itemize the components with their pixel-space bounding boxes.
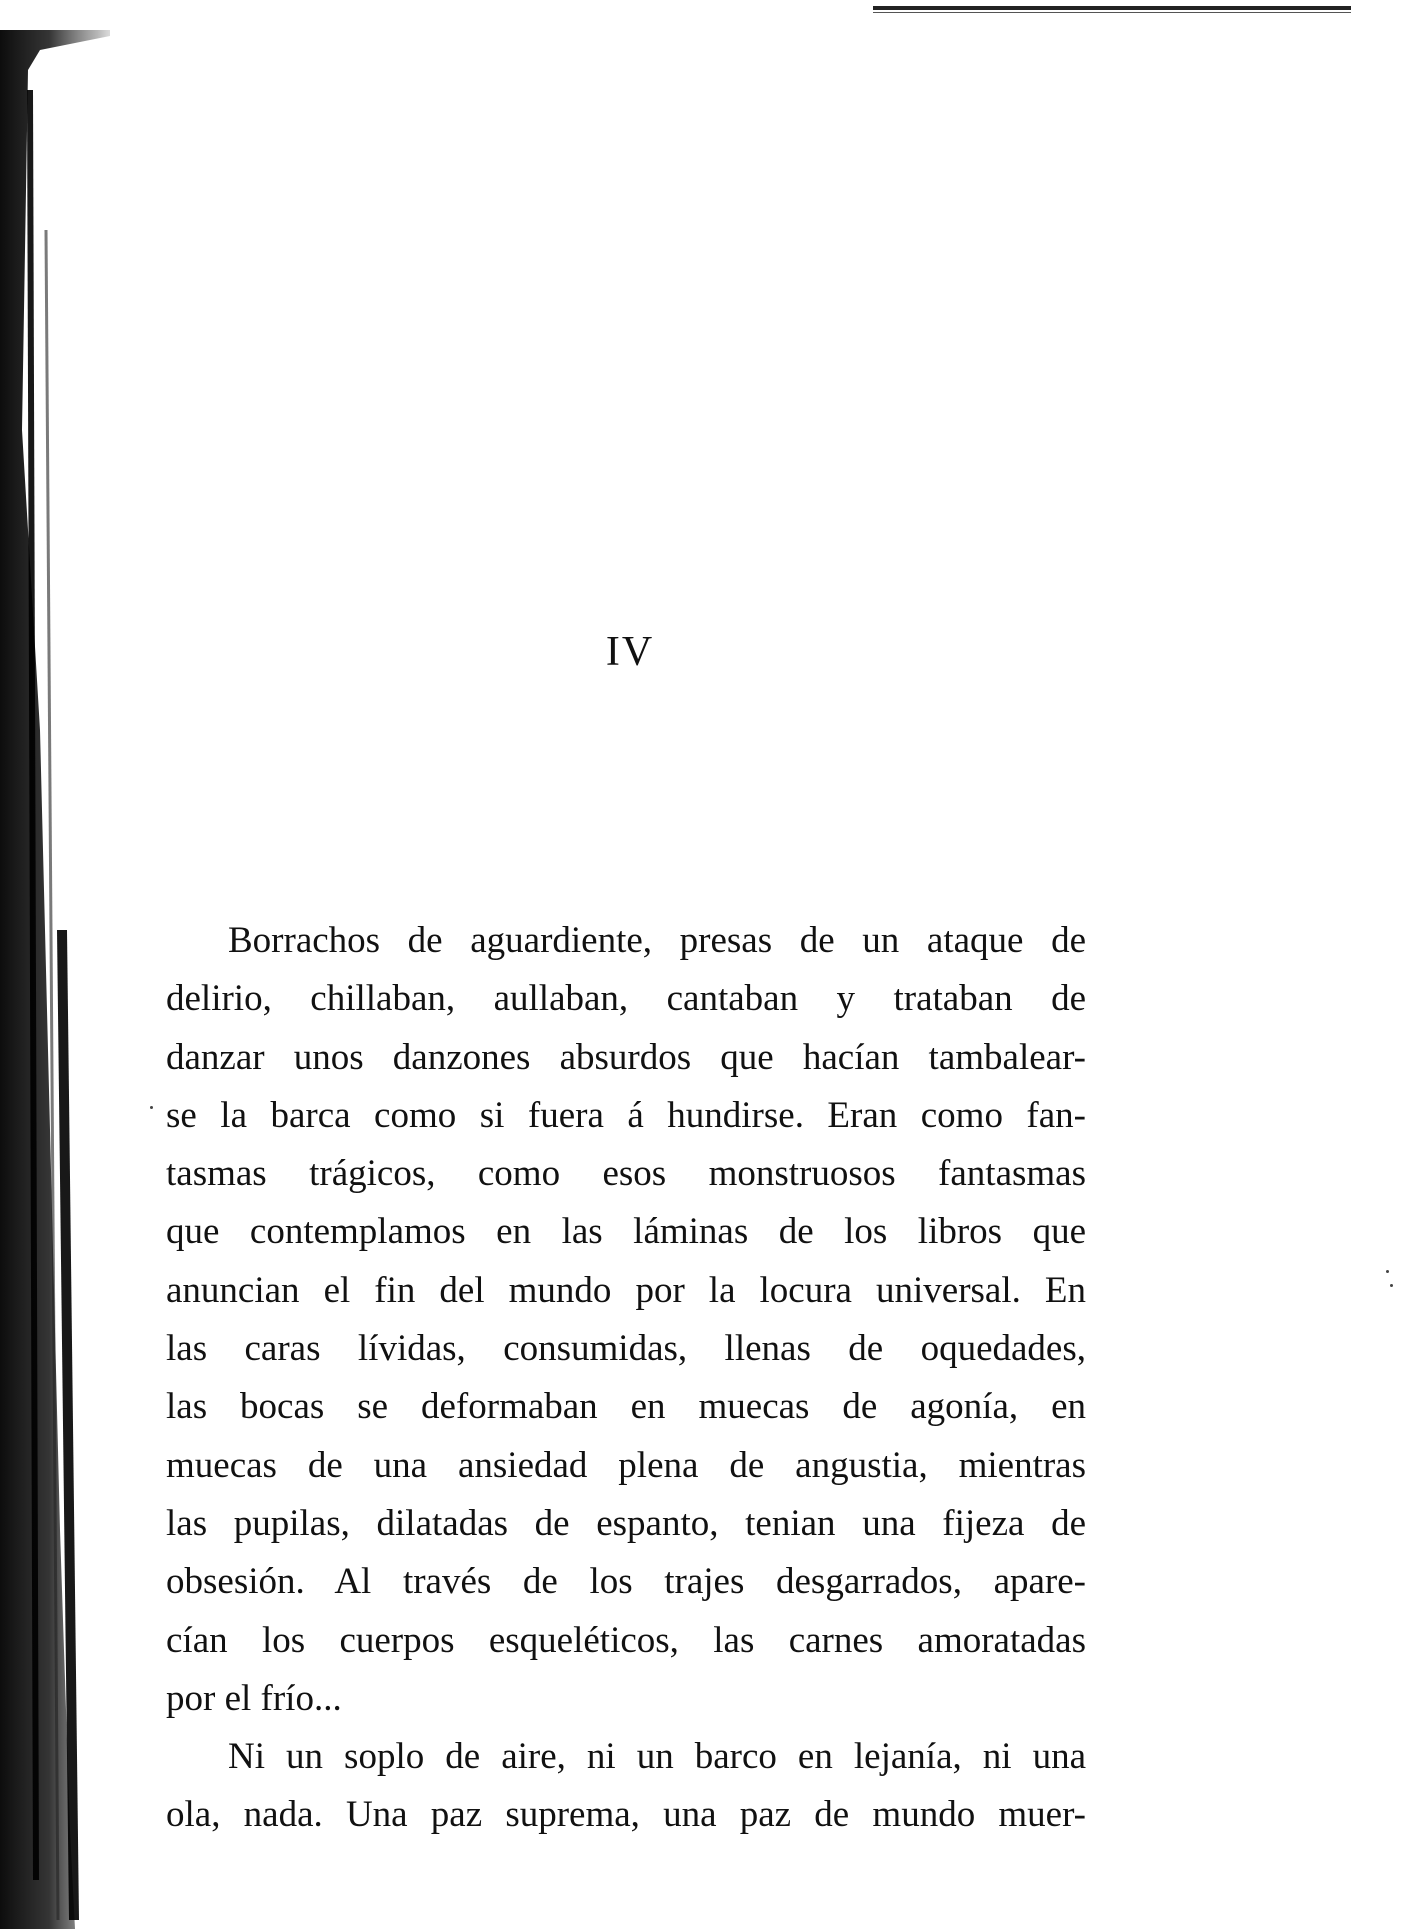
- text-line: que contemplamos en las láminas de los libros que: [166, 1211, 1086, 1253]
- text-line: se la barca como si fuera á hundirse. Eran como fan-: [166, 1094, 1086, 1136]
- text-line: las bocas se deformaban en muecas de agonía, en: [166, 1386, 1086, 1428]
- text-line: muecas de una ansiedad plena de angustia, mientras: [166, 1444, 1086, 1486]
- text-line: obsesión. Al través de los trajes desgarrados, apare-: [166, 1561, 1086, 1603]
- text-line: las pupilas, dilatadas de espanto, tenian una fijeza de: [166, 1502, 1086, 1544]
- scan-speck: [150, 1106, 153, 1109]
- text-line: danzar unos danzones absurdos que hacían tambalear-: [166, 1036, 1086, 1078]
- text-line: por el frío...: [166, 1677, 342, 1719]
- text-line: cían los cuerpos esqueléticos, las carnes amoratadas: [166, 1619, 1086, 1661]
- text-line: anuncian el fin del mundo por la locura universal. En: [166, 1269, 1086, 1311]
- text-line: Borrachos de aguardiente, presas de un ataque de: [228, 920, 1086, 961]
- scan-speck: [1386, 1270, 1389, 1273]
- scan-speck: [1390, 1284, 1393, 1287]
- text-line: las caras lívidas, consumidas, llenas de oquedades,: [166, 1328, 1086, 1370]
- top-edge-rule: [873, 6, 1351, 10]
- binding-shadow-artifact: [0, 30, 110, 1929]
- text-line: tasmas trágicos, como esos monstruosos fantasmas: [166, 1153, 1086, 1195]
- text-line: delirio, chillaban, aullaban, cantaban y trataban de: [166, 978, 1086, 1020]
- chapter-heading: IV: [605, 629, 655, 675]
- text-line: ola, nada. Una paz suprema, una paz de mundo muer-: [166, 1794, 1086, 1836]
- body-text: [166, 912, 1086, 1845]
- top-edge-rule-thin: [873, 12, 1351, 13]
- text-line: Ni un soplo de aire, ni un barco en lejanía, ni una: [228, 1736, 1086, 1778]
